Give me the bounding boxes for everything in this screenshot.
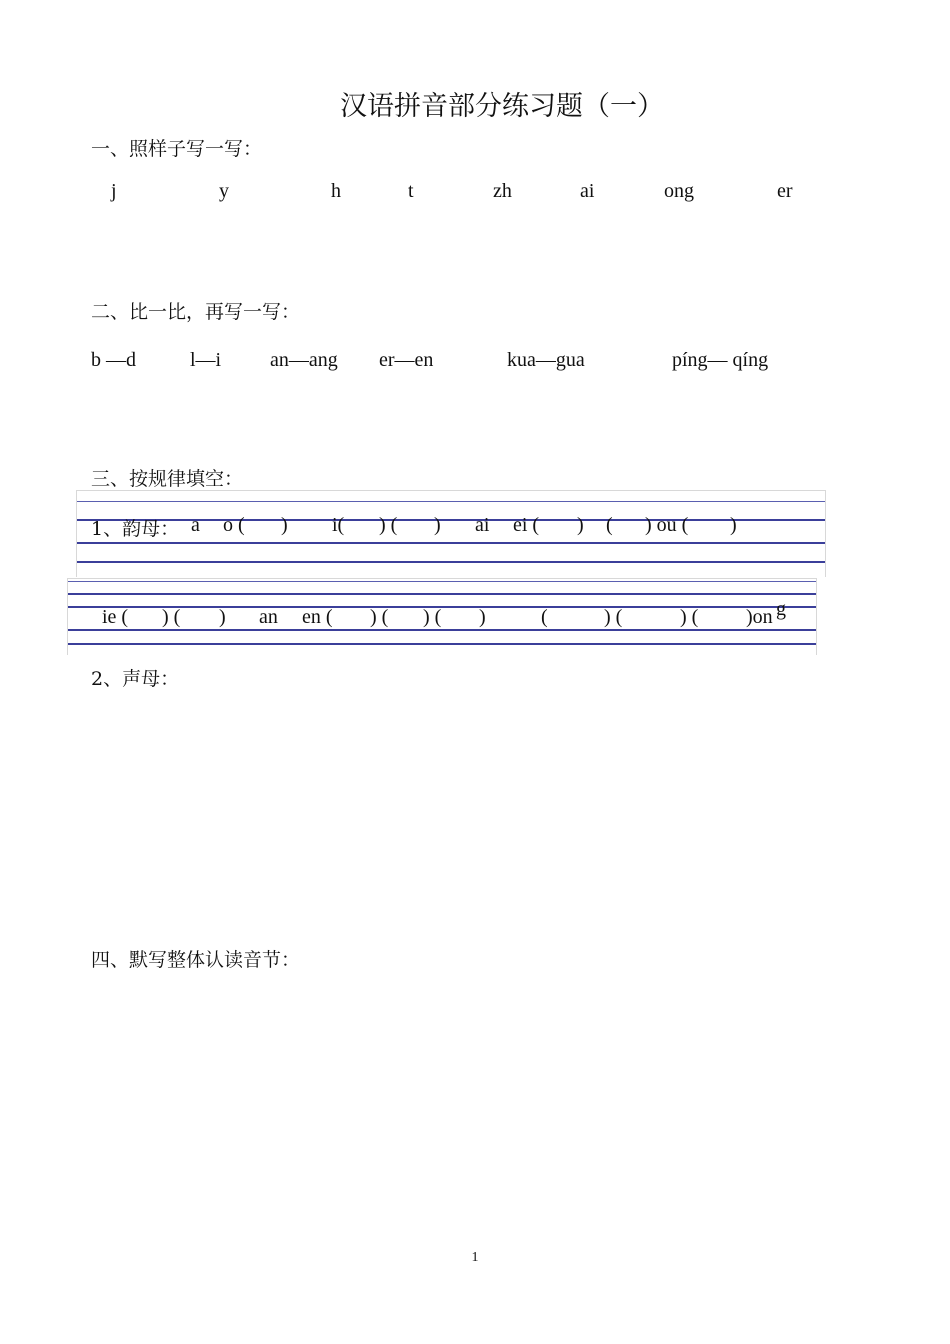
page-number: 1 bbox=[471, 1250, 479, 1265]
finals-item: ai bbox=[475, 514, 490, 536]
finals-item: ie ( bbox=[102, 606, 129, 628]
example-letter: ong bbox=[664, 180, 694, 202]
example-letter: t bbox=[408, 180, 414, 202]
compare-pair: b —d bbox=[91, 349, 136, 371]
finals-item: ei ( bbox=[513, 514, 540, 536]
finals-item: en ( bbox=[302, 606, 333, 628]
finals-item: ) bbox=[479, 606, 486, 628]
page-title: 汉语拼音部分练习题（一） bbox=[340, 91, 664, 122]
finals-item: ) ou ( bbox=[645, 514, 689, 536]
section-3-heading: 三、按规律填空： bbox=[91, 468, 244, 490]
finals-item: ) bbox=[219, 606, 226, 628]
example-letter: h bbox=[331, 180, 341, 202]
finals-item: ) ( bbox=[423, 606, 442, 628]
finals-item: ) ( bbox=[604, 606, 623, 628]
compare-pair: l—i bbox=[190, 349, 222, 371]
finals-item: ) ( bbox=[370, 606, 389, 628]
finals-item: )on bbox=[746, 606, 773, 628]
initials-subheading: 2、声母： bbox=[91, 668, 180, 690]
finals-item: i( bbox=[332, 514, 345, 536]
finals-item: ) bbox=[281, 514, 288, 536]
section-2-heading: 二、比一比，再写一写： bbox=[91, 301, 301, 323]
example-letter: y bbox=[219, 180, 229, 202]
finals-item: ( bbox=[541, 606, 548, 628]
example-letter: zh bbox=[493, 180, 512, 202]
finals-item: g bbox=[776, 598, 786, 620]
finals-item: ) bbox=[577, 514, 584, 536]
finals-item: ) bbox=[434, 514, 441, 536]
compare-pair: kua—gua bbox=[507, 349, 585, 371]
finals-row-label: 1、韵母： bbox=[91, 518, 180, 540]
example-letter: er bbox=[777, 180, 793, 202]
section-4-heading: 四、默写整体认读音节： bbox=[91, 949, 301, 971]
finals-item: ) ( bbox=[379, 514, 398, 536]
finals-item: an bbox=[259, 606, 278, 628]
finals-item: ) ( bbox=[162, 606, 181, 628]
section-1-heading: 一、照样子写一写： bbox=[91, 138, 263, 160]
finals-item: ( bbox=[606, 514, 613, 536]
compare-pair: píng— qíng bbox=[672, 349, 769, 371]
finals-item: a bbox=[191, 514, 200, 536]
finals-item: ) ( bbox=[680, 606, 699, 628]
example-letter: j bbox=[111, 180, 117, 202]
writing-lines-band-1 bbox=[76, 490, 826, 577]
compare-pair: an—ang bbox=[270, 349, 338, 371]
finals-item: ) bbox=[730, 514, 737, 536]
compare-pair: er—en bbox=[379, 349, 434, 371]
example-letter: ai bbox=[580, 180, 595, 202]
finals-item: o ( bbox=[223, 514, 245, 536]
